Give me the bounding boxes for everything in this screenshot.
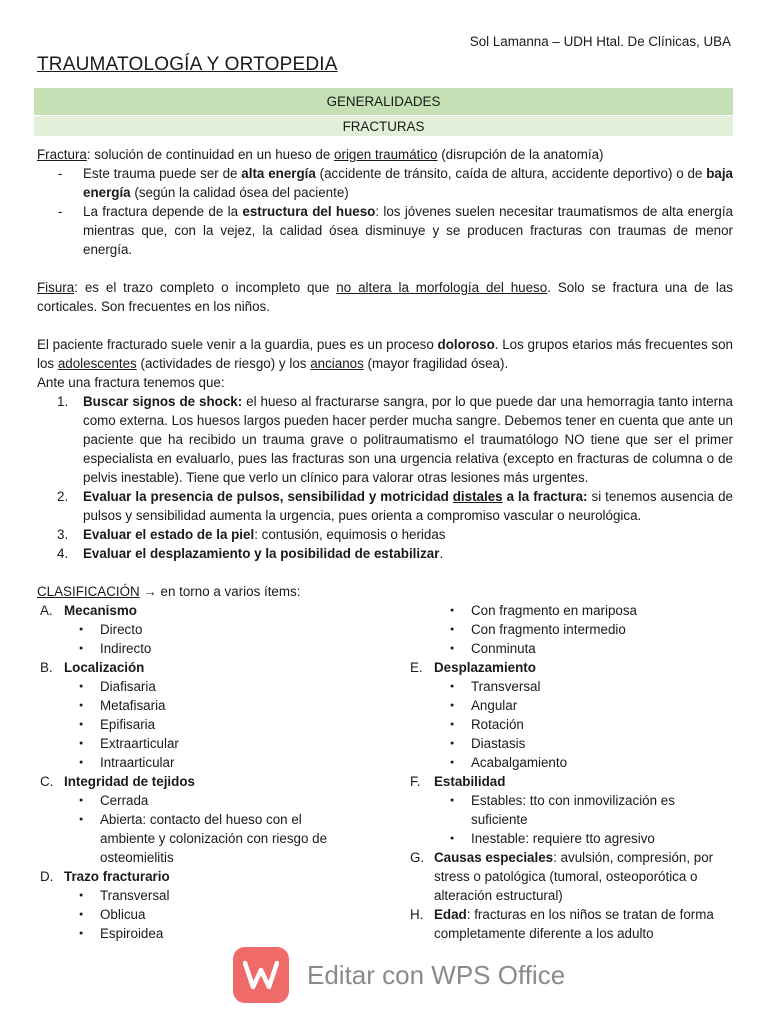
- section-bar-generalidades: [34, 88, 733, 115]
- step-1-number: 1.: [57, 394, 69, 409]
- wps-edit-watermark[interactable]: [233, 947, 565, 1003]
- list-item: ● Angular: [407, 696, 733, 715]
- class-g-letter: G.: [410, 850, 425, 865]
- class-item-f: [407, 772, 733, 791]
- list-item: ● Intraarticular: [37, 753, 407, 772]
- class-h-text: : fracturas en los niños se tratan de forma completamente diferente a los adulto: [434, 907, 714, 941]
- class-c-letter: C.: [40, 774, 54, 789]
- dash1-alta: alta energía: [241, 166, 316, 181]
- fisura-u: no altera la morfología del hueso: [336, 280, 548, 295]
- class-b-letter: B.: [40, 660, 53, 675]
- list-item: ● Directo: [37, 620, 407, 639]
- step-3-number: 3.: [57, 527, 69, 542]
- class-h-letter: H.: [410, 907, 424, 922]
- step-3-text: : contusión, equimosis o heridas: [254, 527, 446, 542]
- step-1-bold: Buscar signos de shock:: [83, 394, 243, 409]
- class-item-e: [407, 658, 733, 677]
- list-item: ● Extraarticular: [37, 734, 407, 753]
- step-4: [37, 544, 733, 563]
- step-2-bold-b: a la fractura:: [502, 489, 588, 504]
- fractura-dash-2: [37, 202, 733, 259]
- paciente-paragraph: [37, 335, 733, 373]
- fractura-term: Fractura: [37, 147, 87, 162]
- fractura-text-b: (disrupción de la anatomía): [437, 147, 604, 162]
- class-g-text: : avulsión, compresión, por stress o patológica (tumoral, osteoporótica o alteración estructural): [434, 850, 714, 903]
- class-f-label: Estabilidad: [434, 774, 506, 789]
- step-2-text: si tenemos ausencia de pulsos y sensibilidad aumenta la urgencia, pues orienta a compromiso vascular o neurológica.: [83, 489, 733, 523]
- dash1-baja: baja energía: [83, 166, 733, 200]
- list-item: ● Espiroidea: [37, 924, 407, 943]
- class-d-label: Trazo fracturario: [64, 869, 170, 884]
- paciente-d: (mayor fragilidad ósea).: [363, 356, 509, 371]
- author-line: Sol Lamanna – UDH Htal. De Clínicas, UBA: [469, 34, 731, 49]
- list-item: ● Metafisaria: [37, 696, 407, 715]
- list-item: ● Conminuta: [407, 639, 733, 658]
- list-item: ● Con fragmento en mariposa: [407, 601, 733, 620]
- class-c-label: Integridad de tejidos: [64, 774, 195, 789]
- paciente-adolescentes: adolescentes: [57, 356, 137, 371]
- list-item: ● Transversal: [407, 677, 733, 696]
- class-item-g: [407, 848, 730, 905]
- fractura-origin: origen traumático: [334, 147, 438, 162]
- class-item-b: [37, 658, 407, 677]
- step-3-bold: Evaluar el estado de la piel: [83, 527, 255, 542]
- paciente-doloroso: doloroso: [437, 337, 495, 352]
- wps-logo-icon[interactable]: [233, 947, 289, 1003]
- class-a-label: Mecanismo: [64, 603, 137, 618]
- step-2-bold-a: Evaluar la presencia de pulsos, sensibilidad y motricidad: [83, 489, 453, 504]
- class-h-label: Edad: [434, 907, 467, 922]
- dash2-a: La fractura depende de la: [83, 204, 243, 219]
- fisura-definition: [37, 278, 733, 316]
- step-4-number: 4.: [57, 546, 69, 561]
- document-body: [37, 145, 733, 943]
- list-item: ● Epifisaria: [37, 715, 407, 734]
- class-e-letter: E.: [410, 660, 423, 675]
- step-4-bold: Evaluar el desplazamiento y la posibilidad de estabilizar: [83, 546, 440, 561]
- list-item: ● Oblicua: [37, 905, 407, 924]
- step-2-number: 2.: [57, 489, 69, 504]
- list-item: ● Con fragmento intermedio: [407, 620, 733, 639]
- list-item: ● Transversal: [37, 886, 407, 905]
- step-4-text: .: [439, 546, 444, 561]
- fractura-dash-1: [37, 164, 733, 202]
- fisura-term: Fisura: [37, 280, 75, 295]
- fisura-b: . Solo se fractura una de las corticales. Son frecuentes en los niños.: [37, 280, 733, 314]
- list-item: ● Diafisaria: [37, 677, 407, 696]
- clasificacion-heading: [37, 582, 733, 601]
- list-item: ● Estables: tto con inmovilización es suficiente: [407, 791, 711, 829]
- class-item-c: [37, 772, 407, 791]
- class-item-h: [407, 905, 730, 943]
- list-item: ● Inestable: requiere tto agresivo: [407, 829, 733, 848]
- wps-edit-label[interactable]: Editar con WPS Office: [307, 959, 566, 990]
- class-e-label: Desplazamiento: [434, 660, 536, 675]
- list-item: ● Rotación: [407, 715, 733, 734]
- paciente-a: El paciente fracturado suele venir a la guardia, pues es un proceso: [37, 337, 438, 352]
- wps-w-icon: [243, 960, 279, 990]
- class-item-a: [37, 601, 407, 620]
- fisura-a: : es el trazo completo o incompleto que: [74, 280, 337, 295]
- class-item-d: [37, 867, 407, 886]
- class-d-letter: D.: [40, 869, 54, 884]
- dash1-c: (según la calidad ósea del paciente): [130, 185, 349, 200]
- dash1-a: Este trauma puede ser de: [83, 166, 242, 181]
- dash2-b: : los jóvenes suelen necesitar traumatismos de alta energía mientras que, con la vejez, la calidad ósea disminuye y se producen fracturas con traumas de menor energía.: [83, 204, 734, 257]
- clasificacion-arrow-text: → en torno a varios ítems:: [139, 584, 301, 599]
- paciente-b: . Los grupos etarios más frecuentes son los: [37, 337, 733, 371]
- class-a-letter: A.: [40, 603, 53, 618]
- step-2: [37, 487, 733, 525]
- clasificacion-columns: [37, 601, 733, 943]
- dash2-struct: estructura del hueso: [242, 204, 376, 219]
- clasificacion-right-column: [407, 601, 733, 943]
- step-3: [37, 525, 733, 544]
- subsection-bar-fracturas: [34, 116, 733, 136]
- list-item: ● Diastasis: [407, 734, 733, 753]
- list-item: ● Cerrada: [37, 791, 407, 810]
- list-item: ● Indirecto: [37, 639, 407, 658]
- subsection-bar-label: FRACTURAS: [342, 118, 425, 134]
- document-page: [37, 0, 733, 1024]
- step-1-text: el hueso al fracturarse sangra, por lo que puede dar una hemorragia tanto interna como externa. Los huesos largos pueden hacer perder mucha sangre. Debemos tener en cuenta que ante un paciente que ha recibido un trauma grave o politraumatismo el traumatólogo NO tiene que ser el primer especialista en evaluarlo, pues las fracturas son una urgencia relativa (excepto en fracturas de columna o de pelvis inestable). Tiene que verlo un clínico para valorar otras lesiones más urgentes.: [83, 394, 733, 485]
- list-item: ● Abierta: contacto del hueso con el ambiente y colonización con riesgo de osteomielitis: [37, 810, 360, 867]
- page-title: TRAUMATOLOGÍA Y ORTOPEDIA: [37, 54, 338, 75]
- step-1: [37, 392, 733, 487]
- paciente-ancianos: ancianos: [310, 356, 364, 371]
- class-b-label: Localización: [64, 660, 145, 675]
- paciente-c: (actividades de riesgo) y los: [136, 356, 311, 371]
- dash1-b: (accidente de tránsito, caída de altura, accidente deportivo) o de: [315, 166, 707, 181]
- section-bar-label: GENERALIDADES: [326, 94, 441, 109]
- class-f-letter: F.: [410, 774, 421, 789]
- list-item: ● Acabalgamiento: [407, 753, 733, 772]
- class-g-label: Causas especiales: [434, 850, 554, 865]
- fractura-definition: [37, 145, 733, 164]
- ante-fractura: Ante una fractura tenemos que:: [37, 375, 225, 390]
- step-2-bold-u: distales: [452, 489, 503, 504]
- fractura-text-a: : solución de continuidad en un hueso de: [86, 147, 335, 162]
- clasificacion-left-column: [37, 601, 407, 943]
- clasificacion-label: CLASIFICACIÓN: [37, 584, 140, 599]
